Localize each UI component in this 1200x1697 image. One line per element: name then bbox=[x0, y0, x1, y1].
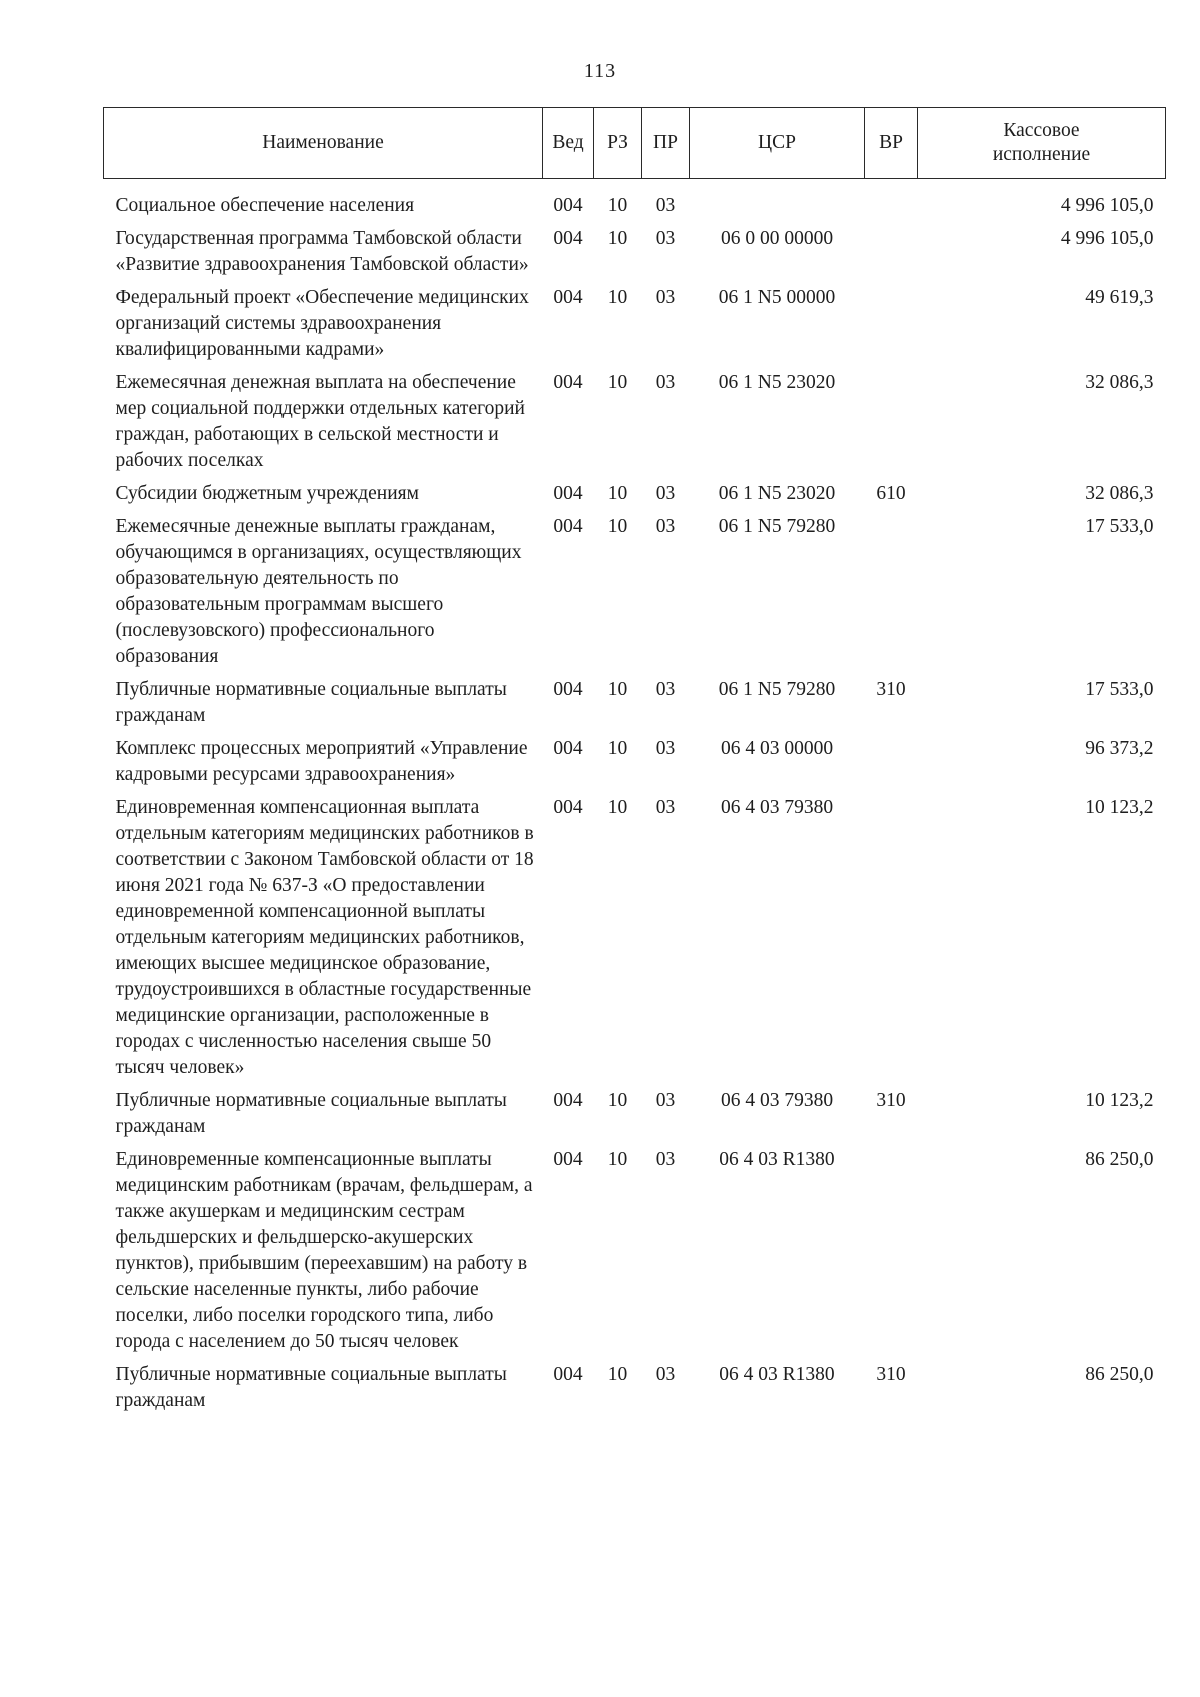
cell-pr: 03 bbox=[655, 738, 676, 759]
cell-pr: 03 bbox=[655, 516, 676, 537]
cell-csr: 06 4 03 79380 bbox=[720, 1090, 834, 1111]
cell-sum: 32 086,3 bbox=[1085, 483, 1154, 504]
cell-ved: 004 bbox=[553, 1149, 583, 1170]
table-row bbox=[104, 370, 1166, 481]
table-row bbox=[104, 481, 1166, 514]
cell-rz: 10 bbox=[607, 738, 628, 759]
cell-sum: 96 373,2 bbox=[1085, 738, 1154, 759]
cell-pr: 03 bbox=[655, 679, 676, 700]
cell-name: Единовременные компенсационные выплаты медицинским работникам (врачам, фельдшерам, а также акушеркам и медицинским сестрам фельдшерских и фельдшерско-акушерских пунктов), прибывшим (переехавшим) на работу в сельские населенные пункты, либо рабочие поселки, либо поселки городского типа, либо города с населением до 50 тысяч человек bbox=[115, 1149, 533, 1352]
cell-sum: 49 619,3 bbox=[1085, 287, 1154, 308]
cell-csr: 06 4 03 R1380 bbox=[719, 1149, 835, 1170]
cell-rz: 10 bbox=[607, 1149, 628, 1170]
cell-pr: 03 bbox=[655, 1364, 676, 1385]
cell-vr: 610 bbox=[876, 483, 906, 504]
cell-name: Социальное обеспечение населения bbox=[115, 195, 415, 216]
cell-vr bbox=[865, 179, 918, 227]
cell-ved: 004 bbox=[553, 797, 583, 818]
cell-csr bbox=[690, 179, 865, 227]
table-row bbox=[104, 1088, 1166, 1147]
cell-name: Комплекс процессных мероприятий «Управление кадровыми ресурсами здравоохранения» bbox=[115, 738, 528, 785]
cell-name: Федеральный проект «Обеспечение медицинских организаций системы здравоохранения квалифицированными кадрами» bbox=[115, 287, 529, 360]
cell-name: Государственная программа Тамбовской области «Развитие здравоохранения Тамбовской области» bbox=[115, 228, 529, 275]
cell-sum: 32 086,3 bbox=[1085, 372, 1154, 393]
cell-vr bbox=[865, 285, 918, 370]
cell-sum: 17 533,0 bbox=[1085, 679, 1154, 700]
cell-rz: 10 bbox=[607, 1090, 628, 1111]
cell-name: Ежемесячная денежная выплата на обеспечение мер социальной поддержки отдельных категорий граждан, работающих в сельской местности и рабочих поселках bbox=[115, 372, 525, 471]
cell-sum: 4 996 105,0 bbox=[1060, 228, 1154, 249]
cell-rz: 10 bbox=[607, 287, 628, 308]
cell-rz: 10 bbox=[607, 1364, 628, 1385]
header-name: Наименование bbox=[104, 108, 543, 179]
cell-vr: 310 bbox=[876, 1090, 906, 1111]
table-row bbox=[104, 514, 1166, 677]
cell-sum: 10 123,2 bbox=[1085, 1090, 1154, 1111]
cell-ved: 004 bbox=[553, 516, 583, 537]
cell-sum: 86 250,0 bbox=[1085, 1364, 1154, 1385]
cell-sum: 17 533,0 bbox=[1085, 516, 1154, 537]
cell-name: Субсидии бюджетным учреждениям bbox=[115, 483, 419, 504]
table-row bbox=[104, 285, 1166, 370]
cell-ved: 004 bbox=[553, 1364, 583, 1385]
cell-pr: 03 bbox=[655, 228, 676, 249]
cell-ved: 004 bbox=[553, 228, 583, 249]
header-sum bbox=[918, 108, 1166, 179]
cell-rz: 10 bbox=[607, 195, 628, 216]
cell-sum: 4 996 105,0 bbox=[1060, 195, 1154, 216]
cell-ved: 004 bbox=[553, 195, 583, 216]
header-csr: ЦСР bbox=[690, 108, 865, 179]
cell-csr: 06 1 N5 23020 bbox=[718, 483, 836, 504]
table-row bbox=[104, 1362, 1166, 1421]
header-vr: ВР bbox=[865, 108, 918, 179]
cell-csr: 06 4 03 R1380 bbox=[719, 1364, 835, 1385]
cell-vr bbox=[865, 736, 918, 795]
header-rz: РЗ bbox=[594, 108, 642, 179]
header-ved: Вед bbox=[543, 108, 594, 179]
cell-csr: 06 1 N5 00000 bbox=[718, 287, 836, 308]
cell-rz: 10 bbox=[607, 372, 628, 393]
cell-ved: 004 bbox=[553, 738, 583, 759]
header-pr: ПР bbox=[642, 108, 690, 179]
cell-rz: 10 bbox=[607, 228, 628, 249]
cell-csr: 06 1 N5 79280 bbox=[718, 679, 836, 700]
cell-vr: 310 bbox=[876, 1364, 906, 1385]
table-row bbox=[104, 795, 1166, 1088]
cell-csr: 06 4 03 00000 bbox=[720, 738, 834, 759]
table-row bbox=[104, 736, 1166, 795]
table-row bbox=[104, 677, 1166, 736]
cell-pr: 03 bbox=[655, 1090, 676, 1111]
page-number: 113 bbox=[583, 60, 617, 82]
cell-vr: 310 bbox=[876, 679, 906, 700]
cell-name: Ежемесячные денежные выплаты гражданам, обучающимся в организациях, осуществляющих образовательную деятельность по образовательным программам высшего (послевузовского) профессионального образования bbox=[115, 516, 522, 667]
cell-pr: 03 bbox=[655, 195, 676, 216]
cell-pr: 03 bbox=[655, 483, 676, 504]
budget-execution-table bbox=[103, 107, 1166, 1421]
cell-csr: 06 1 N5 79280 bbox=[718, 516, 836, 537]
cell-ved: 004 bbox=[553, 1090, 583, 1111]
cell-ved: 004 bbox=[553, 287, 583, 308]
header-sum-label: Кассовое исполнение bbox=[992, 120, 1091, 165]
table-header-row bbox=[104, 108, 1166, 179]
table-row bbox=[104, 226, 1166, 285]
cell-ved: 004 bbox=[553, 483, 583, 504]
cell-name: Публичные нормативные социальные выплаты гражданам bbox=[115, 679, 507, 726]
cell-vr bbox=[865, 1147, 918, 1362]
cell-vr bbox=[865, 370, 918, 481]
cell-pr: 03 bbox=[655, 287, 676, 308]
cell-rz: 10 bbox=[607, 679, 628, 700]
cell-ved: 004 bbox=[553, 372, 583, 393]
cell-vr bbox=[865, 514, 918, 677]
cell-csr: 06 4 03 79380 bbox=[720, 797, 834, 818]
cell-csr: 06 1 N5 23020 bbox=[718, 372, 836, 393]
cell-name: Единовременная компенсационная выплата отдельным категориям медицинских работников в соответствии с Законом Тамбовской области от 18 июня 2021 года № 637-З «О предоставлении единовременной компенсационной выплаты отдельным категориям медицинских работников, имеющих высшее медицинское образование, трудоустроившихся в областные государственные медицинские организации, расположенные в городах с численностью населения свыше 50 тысяч человек» bbox=[115, 797, 534, 1078]
cell-name: Публичные нормативные социальные выплаты гражданам bbox=[115, 1364, 507, 1411]
cell-pr: 03 bbox=[655, 372, 676, 393]
cell-sum: 10 123,2 bbox=[1085, 797, 1154, 818]
cell-rz: 10 bbox=[607, 516, 628, 537]
cell-name: Публичные нормативные социальные выплаты гражданам bbox=[115, 1090, 507, 1137]
cell-pr: 03 bbox=[655, 1149, 676, 1170]
cell-rz: 10 bbox=[607, 797, 628, 818]
cell-csr: 06 0 00 00000 bbox=[720, 228, 834, 249]
cell-rz: 10 bbox=[607, 483, 628, 504]
cell-sum: 86 250,0 bbox=[1085, 1149, 1154, 1170]
cell-vr bbox=[865, 795, 918, 1088]
cell-vr bbox=[865, 226, 918, 285]
table-row bbox=[104, 179, 1166, 227]
table-row bbox=[104, 1147, 1166, 1362]
cell-pr: 03 bbox=[655, 797, 676, 818]
cell-ved: 004 bbox=[553, 679, 583, 700]
